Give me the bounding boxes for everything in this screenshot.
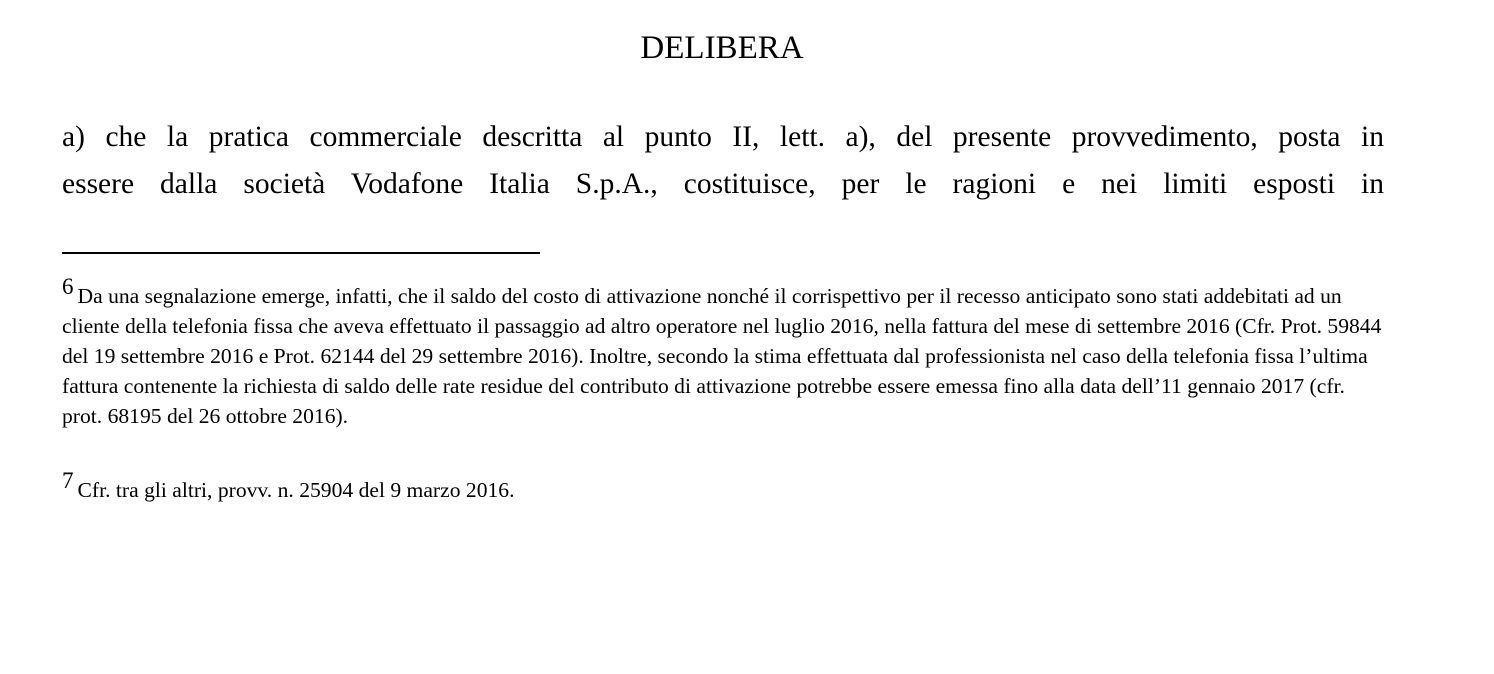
footnote-separator xyxy=(62,252,540,254)
footnote-text: Da una segnalazione emerge, infatti, che il saldo del costo di attivazione nonché il corrispettivo per il recesso anticipato sono stati addebitati ad un cliente della telefonia fissa che aveva effettuato il passaggio ad altro operatore nel luglio 2016, nella fattura del mese di settembre 2016 (Cfr. Prot. 59844 del 19 settembre 2016 e Prot. 62144 del 29 settembre 2016). Inoltre, secondo la stima effettuata dal professionista nel caso della telefonia fissa l’ultima fattura contenente la richiesta di saldo delle rate residue del contributo di attivazione potrebbe essere emessa fino alla data dell’11 gennaio 2017 (cfr. prot. 68195 del 26 ottobre 2016). xyxy=(62,284,1382,428)
body-text-line-2: essere dalla società Vodafone Italia S.p.A., costituisce, per le ragioni e nei limiti esposti in xyxy=(62,168,1384,200)
footnote-marker: 7 xyxy=(62,468,74,493)
footnote-6 xyxy=(62,274,1382,431)
footnote-text: Cfr. tra gli altri, provv. n. 25904 del 9 marzo 2016. xyxy=(77,478,515,502)
footnote-7 xyxy=(62,468,1382,505)
section-heading: DELIBERA xyxy=(640,30,804,66)
footnote-marker: 6 xyxy=(62,274,74,299)
body-text-line-1: a) che la pratica commerciale descritta al punto II, lett. a), del presente provvedimento, posta in xyxy=(62,121,1384,153)
